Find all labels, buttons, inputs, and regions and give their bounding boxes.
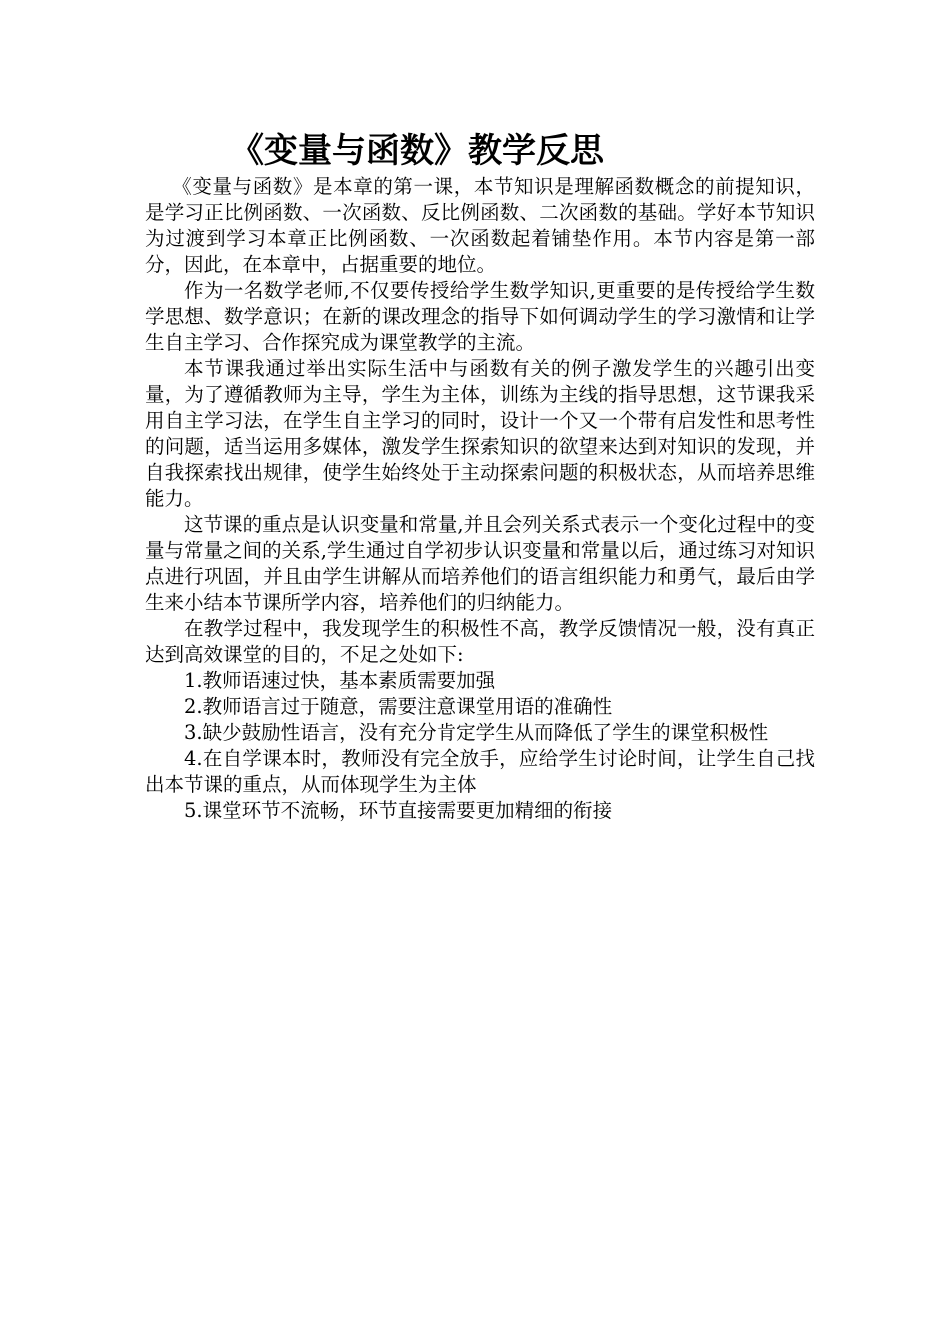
list-item-shortcoming-1: 1.教师语速过快，基本素质需要加强	[184, 669, 496, 692]
paragraph-shortcomings-intro: 在教学过程中，我发现学生的积极性不高，教学反馈情况一般，没有真正达到高效课堂的目的，不足之处如下:	[145, 617, 815, 666]
list-item-shortcoming-4: 4.在自学课本时，教师没有完全放手，应给学生讨论时间，让学生自己找出本节课的重点，从而体现学生为主体	[145, 747, 815, 796]
paragraph-lesson-method: 本节课我通过举出实际生活中与函数有关的例子激发学生的兴趣引出变量，为了遵循教师为主导，学生为主体，训练为主线的指导思想，这节课我采用自主学习法，在学生自主学习的同时，设计一个又一个带有启发性和思考性的问题，适当运用多媒体，激发学生探索知识的欲望来达到对知识的发现，并自我探索找出规律，使学生始终处于主动探索问题的积极状态，从而培养思维能力。	[145, 357, 815, 510]
list-item-shortcoming-3: 3.缺少鼓励性语言，没有充分肯定学生从而降低了学生的课堂积极性	[184, 721, 769, 744]
document-body	[145, 174, 815, 824]
paragraph-teacher-role: 作为一名数学老师,不仅要传授给学生数学知识,更重要的是传授给学生数学思想、数学意识；在新的课改理念的指导下如何调动学生的学习激情和让学生自主学习、合作探究成为课堂教学的主流。	[145, 279, 815, 354]
paragraph-lesson-focus: 这节课的重点是认识变量和常量,并且会列关系式表示一个变化过程中的变量与常量之间的关系,学生通过自学初步认识变量和常量以后，通过练习对知识点进行巩固，并且由学生讲解从而培养他们的语言组织能力和勇气，最后由学生来小结本节课所学内容，培养他们的归纳能力。	[145, 513, 815, 614]
document-title: 《变量与函数》教学反思	[230, 131, 604, 171]
paragraph-intro: 《变量与函数》是本章的第一课，本节知识是理解函数概念的前提知识，是学习正比例函数、一次函数、反比例函数、二次函数的基础。学好本节知识为过渡到学习本章正比例函数、一次函数起着铺垫作用。本节内容是第一部分，因此，在本章中，占据重要的地位。	[145, 175, 815, 276]
list-item-shortcoming-2: 2.教师语言过于随意，需要注意课堂用语的准确性	[184, 695, 613, 718]
list-item-shortcoming-5: 5.课堂环节不流畅，环节直接需要更加精细的衔接	[184, 799, 613, 822]
